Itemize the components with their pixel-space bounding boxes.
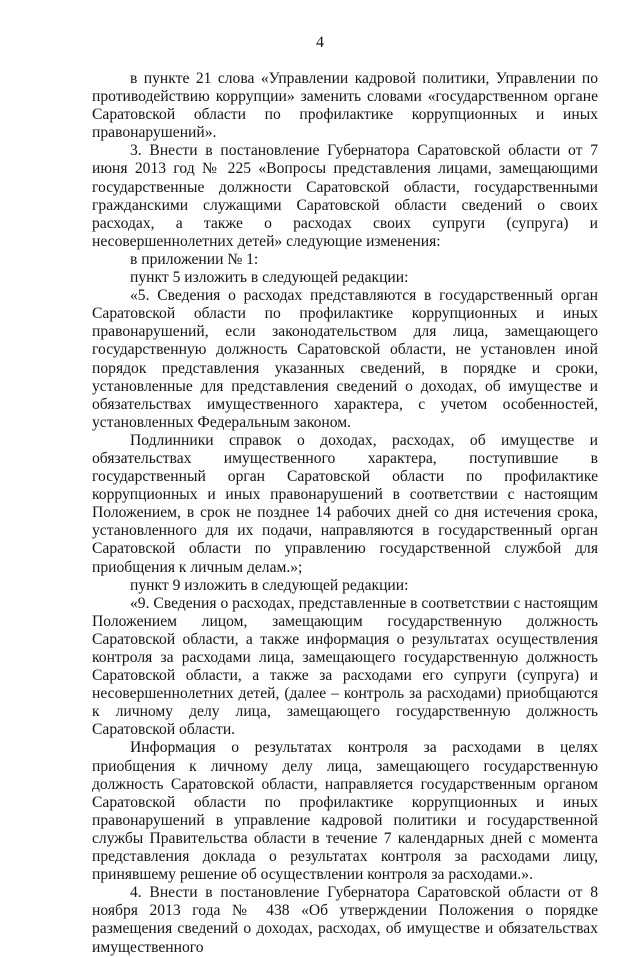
- document-body: [92, 70, 598, 957]
- paragraph-2: 3. Внести в постановление Губернатора Саратовской области от 7 июня 2013 год № 225 «Вопросы представления лицами, замещающими государственные должности Саратовской области, государственными гражданскими служащими Саратовской области сведений о своих расходах, а также о расходах своих супруги (супруга) и несовершеннолетних детей» следующие изменения:: [92, 142, 598, 250]
- paragraph-3: в приложении № 1:: [130, 250, 259, 268]
- paragraph-4: пункт 5 изложить в следующей редакции:: [130, 269, 409, 287]
- paragraph-9: Информация о результатах контроля за расходами в целях приобщения к личному делу лица, замещающего государственную должность Саратовской области, направляется государственным органом Саратовской области по профилактике коррупционных и иных правонарушений в управление кадровой политики и государственной службы Правительства области в течение 7 календарных дней с момента представления доклада о результатах контроля за расходами лицу, принявшему решение об осуществлении контроля за расходами.».: [92, 739, 598, 884]
- paragraph-5: «5. Сведения о расходах представляются в государственный орган Саратовской области по профилактике коррупционных и иных правонарушений, если законодательством для лица, замещающего государственную должность Саратовской области, не установлен иной порядок представления указанных сведений, в порядке и сроки, установленные для представления сведений о доходах, об имуществе и обязательствах имущественного характера, с учетом особенностей, установленных Федеральным законом.: [92, 287, 598, 431]
- paragraph-8: «9. Сведения о расходах, представленные в соответствии с настоящим Положением лицом, замещающим государственную должность Саратовской области, а также информация о результатах осуществления контроля за расходами лица, замещающего государственную должность Саратовской области, а также за расходами его супруги (супруга) и несовершеннолетних детей, (далее – контроль за расходами) приобщаются к личному делу лица, замещающего государственную должность Саратовской области.: [92, 594, 598, 739]
- paragraph-7: пункт 9 изложить в следующей редакции:: [130, 576, 409, 594]
- paragraph-1: в пункте 21 слова «Управлении кадровой политики, Управлении по противодействию коррупции» заменить словами «государственном органе Саратовской области по профилактике коррупционных и иных правонарушений».: [92, 70, 598, 142]
- page-number: 4: [316, 34, 324, 51]
- paragraph-10: 4. Внести в постановление Губернатора Саратовской области от 8 ноября 2013 года № 438 «Об утверждении Положения о порядке размещения сведений о доходах, расходах, об имуществе и обязательствах имущественного: [92, 884, 598, 956]
- paragraph-6: Подлинники справок о доходах, расходах, об имуществе и обязательствах имущественного характера, поступившие в государственный орган Саратовской области по профилактике коррупционных и иных правонарушений в соответствии с настоящим Положением, в срок не позднее 14 рабочих дней со дня истечения срока, установленного для их подачи, направляются в государственный орган Саратовской области по управлению государственной службой для приобщения к личным делам.»;: [92, 431, 598, 576]
